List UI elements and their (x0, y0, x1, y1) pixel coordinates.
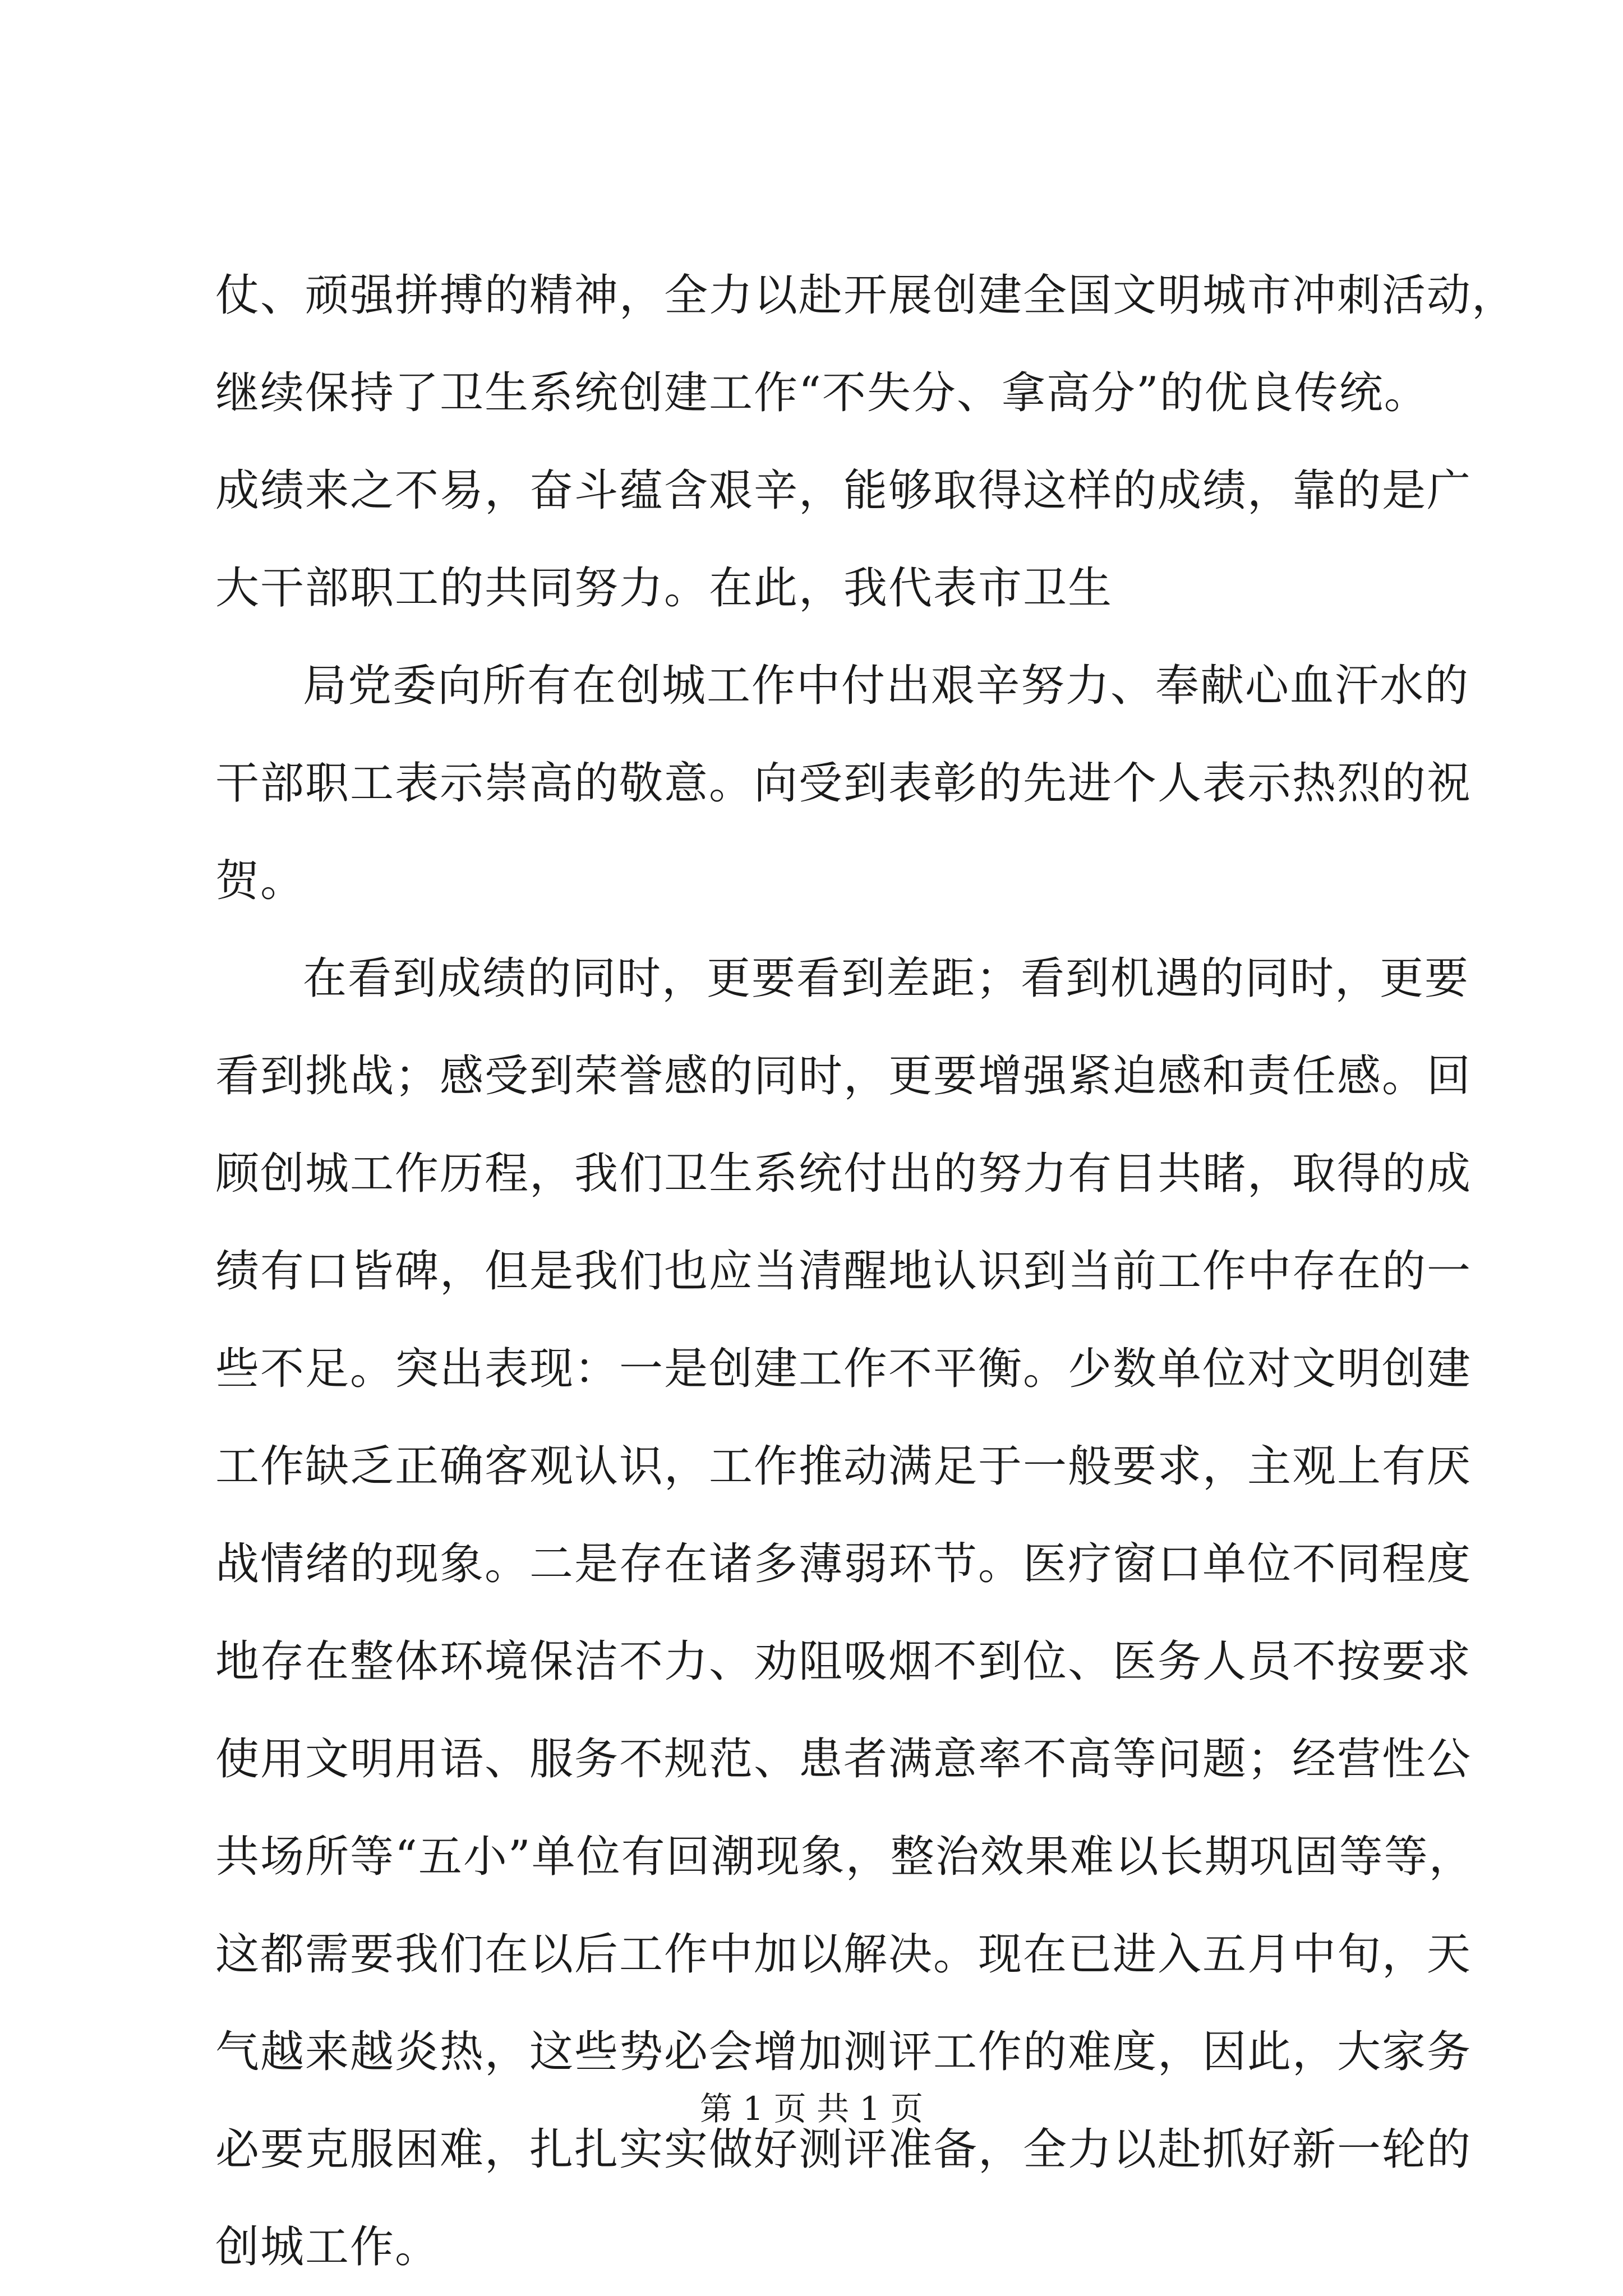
text-line: 贺。 (215, 856, 306, 906)
text-line: 这都需要我们在以后工作中加以解决。现在已进入五月中旬，天 (215, 1929, 1472, 1980)
paragraph (215, 247, 1517, 637)
text-line: 地存在整体环境保洁不力、劝阻吸烟不到位、医务人员不按要求 (215, 1636, 1472, 1687)
text-line: 绩有口皆碑，但是我们也应当清醒地认识到当前工作中存在的一 (215, 1246, 1472, 1297)
text-line: 顾创城工作历程，我们卫生系统付出的努力有目共睹，取得的成 (215, 1149, 1472, 1199)
text-line: 局党委向所有在创城工作中付出艰辛努力、奉献心血汗水的 (303, 661, 1470, 711)
text-line: 创城工作。 (215, 2222, 440, 2272)
page-footer (0, 2086, 1623, 2131)
text-line: 大干部职工的共同努力。在此，我代表市卫生 (215, 563, 1113, 614)
text-line: 工作缺乏正确客观认识，工作推动满足于一般要求，主观上有厌 (215, 1441, 1472, 1492)
text-line: 成绩来之不易，奋斗蕴含艰辛，能够取得这样的成绩，靠的是广 (215, 465, 1472, 516)
text-line: 在看到成绩的同时，更要看到差距；看到机遇的同时，更要 (303, 953, 1470, 1004)
text-line: 仗、顽强拼搏的精神，全力以赴开展创建全国文明城市冲刺活动， (215, 270, 1517, 321)
document-body (215, 247, 1517, 2296)
text-line: 些不足。突出表现：一是创建工作不平衡。少数单位对文明创建 (215, 1344, 1472, 1394)
text-line: 使用文明用语、服务不规范、患者满意率不高等问题；经营性公 (215, 1734, 1472, 1785)
text-line: 共场所等“五小”单位有回潮现象，整治效果难以长期巩固等等， (215, 1832, 1474, 1882)
page-number: 第 1 页 共 1 页 (700, 2090, 923, 2128)
text-line: 必要克服困难，扎扎实实做好测评准备，全力以赴抓好新一轮的 (215, 2124, 1472, 2175)
text-line: 干部职工表示崇高的敬意。向受到表彰的先进个人表示热烈的祝 (215, 758, 1472, 809)
text-line: 继续保持了卫生系统创建工作“不失分、拿高分”的优良传统。 (215, 368, 1429, 418)
text-line: 战情绪的现象。二是存在诸多薄弱环节。医疗窗口单位不同程度 (215, 1539, 1472, 1589)
paragraph (215, 637, 1472, 930)
text-line: 看到挑战；感受到荣誉感的同时，更要增强紧迫感和责任感。回 (215, 1051, 1472, 1101)
text-line: 气越来越炎热，这些势必会增加测评工作的难度，因此，大家务 (215, 2027, 1472, 2077)
